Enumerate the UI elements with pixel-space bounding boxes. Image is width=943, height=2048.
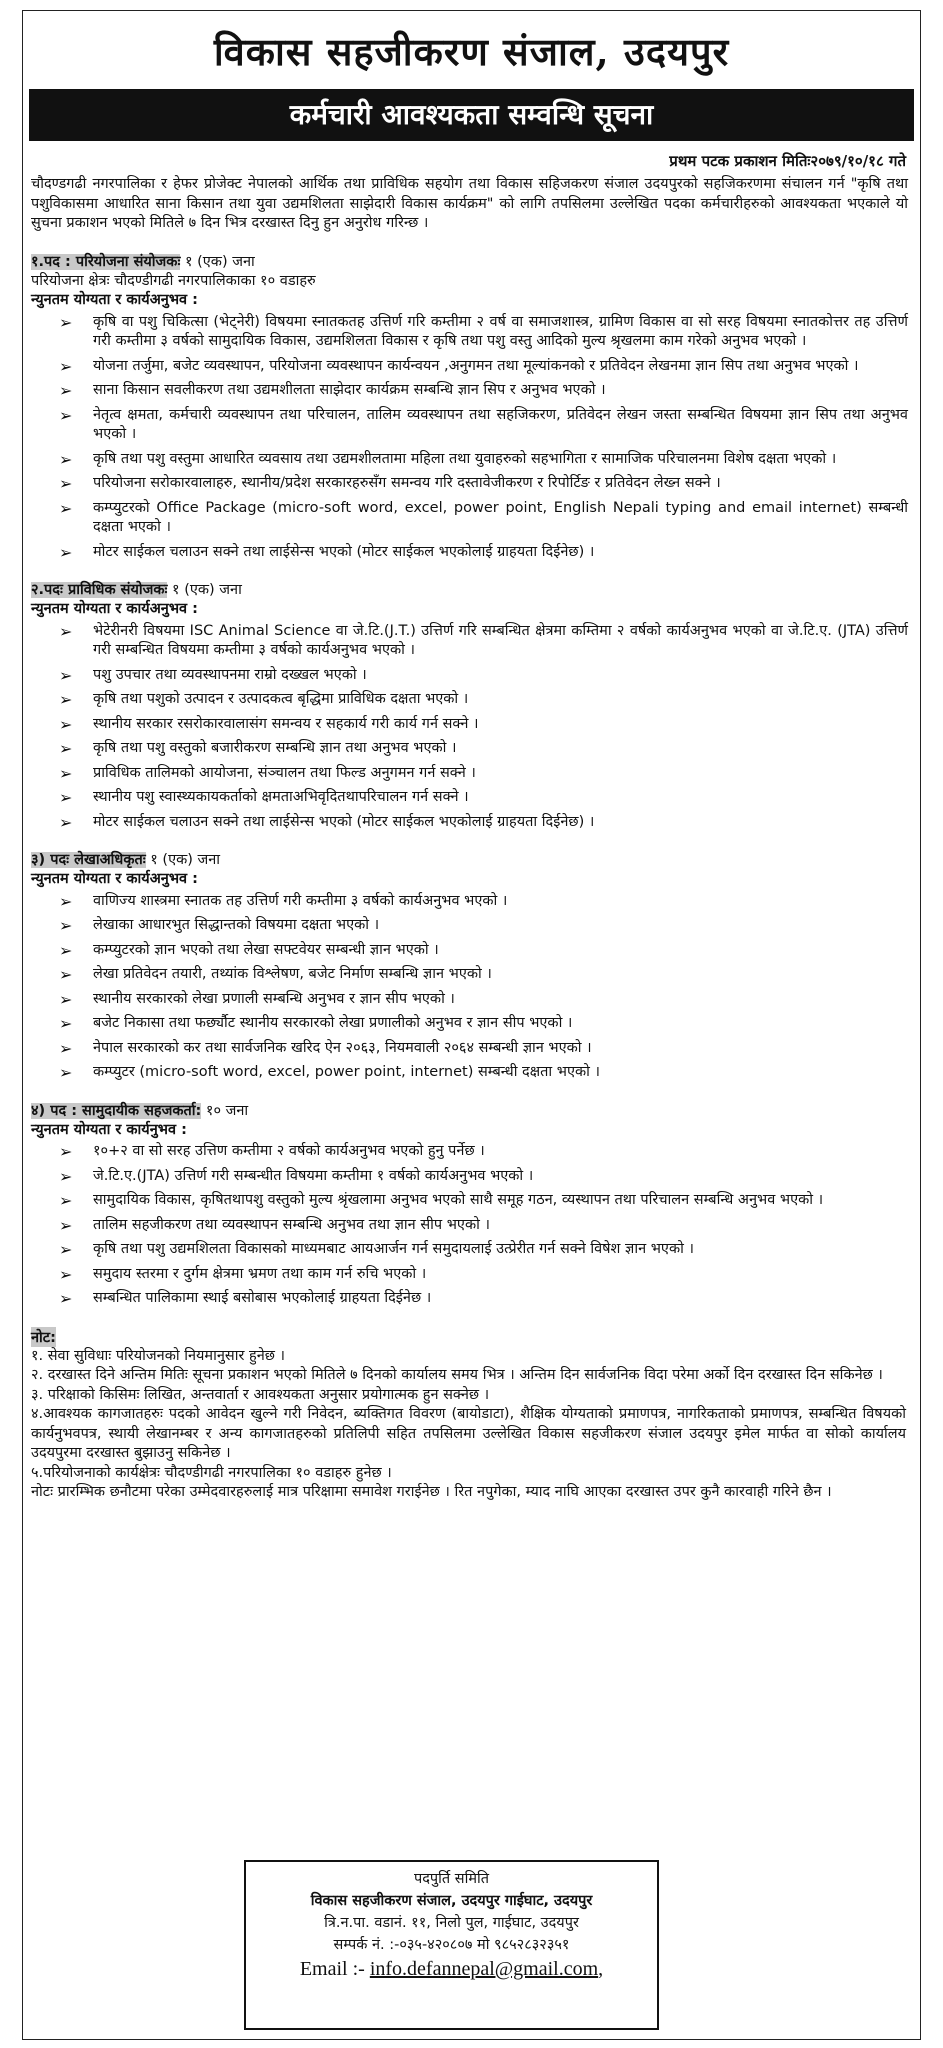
position-title: ३) पदः लेखाअधिकृतः xyxy=(31,852,146,868)
qualification-text: सम्बन्धित पालिकामा स्थाई बसोबास भएकोलाई ग्राहयता दिईनेछ । xyxy=(93,1290,432,1306)
arrow-bullet-icon: ➢ xyxy=(59,498,73,518)
arrow-bullet-icon: ➢ xyxy=(59,940,73,960)
position-count: १ (एक) जना xyxy=(145,852,221,868)
qualification-text: लेखा प्रतिवेदन तयारी, तथ्यांक विश्लेषण, बजेट निर्माण सम्बन्धि ज्ञान भएको । xyxy=(93,966,492,982)
qualification-text: समुदाय स्तरमा र दुर्गम क्षेत्रमा भ्रमण तथा काम गर्न रुचि भएको । xyxy=(93,1265,427,1282)
position-count: १ (एक) जना xyxy=(180,253,255,270)
qualification-item xyxy=(59,381,912,401)
qualification-text: मोटर साईकल चलाउन सक्ने तथा लाईसेन्स भएको (मोटर साईकल भएकोलाई ग्राहयता दिईनेछ) । xyxy=(93,543,595,560)
notes-title: नोट: xyxy=(31,1327,56,1347)
contact-address: त्रि.न.पा. वडानं. ११, निलो पुल, गाईघाट, उदयपुर xyxy=(324,1915,579,1931)
arrow-bullet-icon: ➢ xyxy=(59,1166,73,1186)
qualification-heading: न्युनतम योग्यता र कार्यअनुभव : xyxy=(31,292,198,308)
project-area: परियोजना क्षेत्रः चौदण्डीगढी नगरपालिकाका १० वडाहरु xyxy=(31,272,316,289)
committee-name: पदपुर्ति समिति xyxy=(413,1871,490,1887)
qualification-item xyxy=(59,690,912,710)
qualification-heading: न्युनतम योग्यता र कार्यनुभव : xyxy=(31,1121,187,1138)
qualification-list xyxy=(31,313,912,563)
qualification-item xyxy=(59,499,912,538)
qualification-item xyxy=(59,357,912,377)
qualification-text: सामुदायिक विकास, कृषितथापशु वस्तुको मुल्य श्रृंखलामा अनुभव भएको साथै समूह गठन, व्यस्थापन तथा परिचालन सम्बन्धि अनुभव भएको । xyxy=(93,1192,824,1208)
qualification-item xyxy=(59,406,912,445)
arrow-bullet-icon: ➢ xyxy=(59,665,73,685)
qualification-text: योजना तर्जुमा, बजेट व्यवस्थापन, परियोजना व्यवस्थापन कार्यन्वयन ,अनुगमन तथा मूल्यांकनको र प्रतिवेदन लेखनमा ज्ञान सिप तथा अनुभव भएको । xyxy=(93,357,859,374)
arrow-bullet-icon: ➢ xyxy=(59,621,73,641)
qualification-text: मोटर साईकल चलाउन सक्ने तथा लाईसेन्स भएको (मोटर साईकल भएकोलाई ग्राहयता दिईनेछ) । xyxy=(93,813,595,830)
contact-box xyxy=(244,1860,659,2030)
arrow-bullet-icon: ➢ xyxy=(59,916,73,935)
notice-banner: कर्मचारी आवश्यकता सम्वन्धि सूचना xyxy=(29,89,914,141)
qualification-text: नेपाल सरकारको कर तथा सार्वजनिक खरिद ऐन २०६३, नियमवाली २०६४ सम्बन्धी ज्ञान भएको । xyxy=(93,1039,592,1056)
arrow-bullet-icon: ➢ xyxy=(59,763,73,783)
qualification-list xyxy=(31,1142,912,1309)
position-count: १० जना xyxy=(201,1102,249,1119)
arrow-bullet-icon: ➢ xyxy=(59,891,73,911)
qualification-item xyxy=(59,474,912,494)
qualification-text: परियोजना सरोकारवालाहरु, स्थानीय/प्रदेश सरकारहरुसँग समन्वय गरि दस्तावेजीकरण र रिपोर्टिङ र प्रतिवेदन लेख्न सक्ने । xyxy=(93,475,721,491)
notes-section xyxy=(31,1327,912,1503)
arrow-bullet-icon: ➢ xyxy=(59,1264,73,1284)
qualification-item xyxy=(59,543,912,563)
arrow-bullet-icon: ➢ xyxy=(59,405,73,425)
qualification-item xyxy=(59,666,912,686)
arrow-bullet-icon: ➢ xyxy=(59,1014,73,1033)
arrow-bullet-icon: ➢ xyxy=(59,788,73,807)
position-heading xyxy=(31,252,912,272)
position-count: १ (एक) जना xyxy=(167,582,242,598)
qualification-text: कृषि तथा पशु वस्तुमा आधारित व्यवसाय तथा उद्यमशीलतामा महिला तथा युवाहरुको सहभागिता र सामाजिक परिचालनमा विशेष दक्षता भएको । xyxy=(93,450,837,467)
position-section xyxy=(31,252,912,563)
qualification-list xyxy=(31,622,912,833)
qualification-text: भेटेरीनरी विषयमा ISC Animal Science वा जे.टि.(J.T.) उत्तिर्ण गरि सम्बन्धित क्षेत्रमा कम्तिमा २ वर्षको कार्यअनुभव भएको वा जे.टि.ए. (JTA) उत्तिर्ण गरी सम्बन्धित विषयमा कम्तीमा ३ वर्षको कार्यअनुभव भएको । xyxy=(93,622,908,658)
qualification-item xyxy=(59,1142,912,1162)
email-label: Email :- xyxy=(299,1958,365,1980)
qualification-text: स्थानीय सरकारको लेखा प्रणाली सम्बन्धि अनुभव र ज्ञान सीप भएको । xyxy=(93,990,455,1007)
qualification-item xyxy=(59,1167,912,1187)
qualification-text: वाणिज्य शास्त्रमा स्नातक तह उत्तिर्ण गरी कम्तीमा ३ वर्षको कार्यअनुभव भएको । xyxy=(93,892,508,909)
qualification-heading: न्युनतम योग्यता र कार्यअनुभव : xyxy=(31,871,198,887)
qualification-text: स्थानीय सरकार रसरोकारवालासंग समन्वय र सहकार्य गरी कार्य गर्न सक्ने । xyxy=(93,715,479,732)
note-line: २. दरखास्त दिने अन्तिम मितिः सूचना प्रकाशन भएको मितिले ७ दिनको कार्यालय समय भित्र । अन्तिम दिन सार्वजनिक विदा परेमा अर्को दिन दरखास्त दिन सकिनेछ । xyxy=(31,1367,883,1383)
arrow-bullet-icon: ➢ xyxy=(59,1063,73,1082)
arrow-bullet-icon: ➢ xyxy=(59,1038,73,1058)
qualification-text: कृषि तथा पशुको उत्पादन र उत्पादकत्व बृद्धिमा प्राविधिक दक्षता भएको । xyxy=(93,691,469,707)
qualification-item xyxy=(59,813,912,833)
arrow-bullet-icon: ➢ xyxy=(59,1289,73,1308)
qualification-item xyxy=(59,1216,912,1236)
contact-email-row xyxy=(246,1958,657,1981)
contact-org: विकास सहजीकरण संजाल, उदयपुर गाईघाट, उदयपुर xyxy=(310,1893,593,1909)
arrow-bullet-icon: ➢ xyxy=(59,542,73,562)
position-section xyxy=(31,580,912,832)
notes-list xyxy=(31,1347,912,1503)
position-section xyxy=(31,1101,912,1309)
qualification-item xyxy=(59,739,912,759)
intro-paragraph: चौदण्डगढी नगरपालिका र हेफर प्रोजेक्ट नेपालको आर्थिक तथा प्राविधिक सहयोग तथा विकास सहिजकरण संजाल उदयपुरको सहजिकरणमा संचालन गर्न "कृषि तथा पशुविकासमा आधारित साना किसान तथा युवा उद्यमशिलता साझेदारी विकास कार्यक्रम" को लागि तपसिलमा उल्लेखित पदका कर्मचारीहरुको आवश्यकता भएकाले यो सुचना प्रकाशन भएको मितिले ७ दिन भित्र दरखास्त दिनु हुन अनुरोध गरिन्छ । xyxy=(31,176,908,231)
arrow-bullet-icon: ➢ xyxy=(59,965,73,984)
position-heading xyxy=(31,850,912,870)
qualification-item xyxy=(59,941,912,961)
qualification-text: प्राविधिक तालिमको आयोजना, संञ्चालन तथा फिल्ड अनुगमन गर्न सक्ने । xyxy=(93,764,476,781)
arrow-bullet-icon: ➢ xyxy=(59,381,73,400)
qualification-heading: न्युनतम योग्यता र कार्यअनुभव : xyxy=(31,601,198,617)
qualification-item xyxy=(59,313,912,352)
qualification-item xyxy=(59,1063,912,1083)
qualification-item xyxy=(59,990,912,1010)
arrow-bullet-icon: ➢ xyxy=(59,356,73,376)
org-title: विकास सहजीकरण संजाल, उदयपुर xyxy=(213,29,730,74)
qualification-item xyxy=(59,764,912,784)
qualification-text: कम्प्युटर (micro-soft word, excel, power point, internet) सम्बन्धी दक्षता भएको । xyxy=(93,1064,600,1080)
arrow-bullet-icon: ➢ xyxy=(59,989,73,1009)
contact-phone: सम्पर्क नं. :-०३५-४२०८०७ मो ९८५२८३२३५१ xyxy=(333,1937,570,1953)
position-heading xyxy=(31,1101,912,1121)
qualification-item xyxy=(59,450,912,470)
arrow-bullet-icon: ➢ xyxy=(59,449,73,469)
position-heading xyxy=(31,580,912,600)
position-title: २.पदः प्राविधिक संयोजकः xyxy=(31,582,168,598)
qualification-text: पशु उपचार तथा व्यवस्थापनमा राम्रो दख्खल भएको । xyxy=(93,666,367,683)
qualification-text: कृषि तथा पशु वस्तुको बजारीकरण सम्बन्धि ज्ञान तथा अनुभव भएको । xyxy=(93,740,457,756)
positions-container xyxy=(23,252,920,1309)
notice-page xyxy=(22,10,921,2040)
email-suffix: , xyxy=(598,1958,604,1980)
arrow-bullet-icon: ➢ xyxy=(59,1191,73,1210)
arrow-bullet-icon: ➢ xyxy=(59,714,73,734)
qualification-item xyxy=(59,1191,912,1211)
qualification-text: लेखाका आधारभुत सिद्धान्तको विषयमा दक्षता भएको । xyxy=(93,917,380,933)
arrow-bullet-icon: ➢ xyxy=(59,690,73,709)
note-line: १. सेवा सुविधाः परियोजनको नियमानुसार हुनेछ । xyxy=(31,1347,286,1364)
qualification-text: तालिम सहजीकरण तथा व्यवस्थापन सम्बन्धि अनुभव तथा ज्ञान सीप भएको । xyxy=(93,1216,490,1233)
note-line: ४.आवश्यक कागजातहरुः पदको आवेदन खुल्ने गरी निवेदन, ब्यक्तिगत विवरण (बायोडाटा), शैक्षिक योग्यताको प्रमाणपत्र, नागरिकताको प्रमाणपत्र, सम्बन्धित विषयको कार्यनुभवपत्र, स्थायी लेखानम्बर र अन्य कागजातहरुको प्रतिलिपी सहित तपसिलमा उल्लेखित विकास सहजीकरण संजाल उदयपुर इमेल मार्फत वा सोको कार्यालय उदयपुरमा दरखास्त बुझाउनु सकिनेछ । xyxy=(31,1406,906,1461)
arrow-bullet-icon: ➢ xyxy=(59,312,73,332)
qualification-item xyxy=(59,715,912,735)
qualification-text: कृषि वा पशु चिकित्सा (भेट्नेरी) विषयमा स्नातकतह उत्तिर्ण गरि कम्तीमा २ वर्ष वा समाजशास्त्र, ग्रामिण विकास वा सो सरह विषयमा स्नातकोत्तर तह उत्तिर्ण गरी कम्तीमा ३ वर्षको सामुदायिक विकास, उद्यमशिलता विकास र कृषि तथा पशु वस्तु आदिको मुल्य श्रृखलमा काम गरेको अनुभव भएको । xyxy=(93,313,908,349)
note-line: नोटः प्रारम्भिक छनौटमा परेका उम्मेदवारहरुलाई मात्र परिक्षामा समावेश गराईनेछ । रित नपुगेका, म्याद नाघि आएका दरखास्त उपर कुनै कारवाही गरिने छैन । xyxy=(31,1484,832,1500)
qualification-item xyxy=(59,1240,912,1260)
qualification-item xyxy=(59,916,912,936)
qualification-text: १०+२ वा सो सरह उत्तिण कम्तीमा २ वर्षको कार्यअनुभव भएको हुनु पर्नेछ । xyxy=(93,1143,485,1159)
qualification-text: कृषि तथा पशु उद्यमशिलता विकासको माध्यमबाट आयआर्जन गर्न समुदायलाई उत्प्रेरीत गर्न सक्ने विषेश ज्ञान भएको । xyxy=(93,1241,694,1257)
arrow-bullet-icon: ➢ xyxy=(59,474,73,493)
position-section xyxy=(31,850,912,1083)
qualification-item xyxy=(59,892,912,912)
qualification-list xyxy=(31,892,912,1083)
qualification-item xyxy=(59,965,912,985)
qualification-item xyxy=(59,1265,912,1285)
arrow-bullet-icon: ➢ xyxy=(59,1240,73,1259)
qualification-text: कम्प्युटरको Office Package (micro-soft word, excel, power point, English Nepali typing and email internet) सम्बन्धी दक्षता भएको । xyxy=(93,499,908,535)
qualification-text: नेतृत्व क्षमता, कर्मचारी व्यवस्थापन तथा परिचालन, तालिम व्यवस्थापन तथा सहजिकरण, प्रतिवेदन लेखन जस्ता सम्बन्धित विषयमा ज्ञान सिप तथा अनुभव भएको । xyxy=(93,406,908,442)
qualification-item xyxy=(59,788,912,808)
qualification-item xyxy=(59,1014,912,1034)
qualification-item xyxy=(59,1289,912,1309)
arrow-bullet-icon: ➢ xyxy=(59,1142,73,1161)
qualification-text: साना किसान सवलीकरण तथा उद्यमशीलता साझेदार कार्यक्रम सम्बन्धि ज्ञान सिप र अनुभव भएको । xyxy=(93,382,606,398)
qualification-item xyxy=(59,622,912,661)
qualification-text: स्थानीय पशु स्वास्थ्यकायकर्ताको क्षमताअभिवृदितथापरिचालन गर्न सक्ने । xyxy=(93,789,469,805)
arrow-bullet-icon: ➢ xyxy=(59,812,73,832)
email-link[interactable]: info.defannepal@gmail.com xyxy=(369,1958,599,1980)
position-title: १.पद : परियोजना संयोजकः xyxy=(31,253,181,270)
arrow-bullet-icon: ➢ xyxy=(59,1215,73,1235)
qualification-item xyxy=(59,1039,912,1059)
publication-date: प्रथम पटक प्रकाशन मितिः२०७९/१०/१८ गते xyxy=(669,152,906,170)
note-line: ३. परिक्षाको किसिमः लिखित, अन्तवार्ता र आवश्यकता अनुसार प्रयोगात्मक हुन सक्नेछ । xyxy=(31,1386,490,1403)
arrow-bullet-icon: ➢ xyxy=(59,739,73,758)
qualification-text: बजेट निकासा तथा फर्छ्यौट स्थानीय सरकारको लेखा प्रणालीको अनुभव र ज्ञान सीप भएको । xyxy=(93,1015,573,1031)
qualification-text: कम्प्युटरको ज्ञान भएको तथा लेखा सफ्टवेयर सम्बन्धी ज्ञान भएको । xyxy=(93,941,439,958)
note-line: ५.परियोजनाको कार्यक्षेत्रः चौदण्डीगढी नगरपालिका १० वडाहरु हुनेछ । xyxy=(31,1464,392,1481)
qualification-text: जे.टि.ए.(JTA) उत्तिर्ण गरी सम्बन्धीत विषयमा कम्तीमा १ वर्षको कार्यअनुभव भएको । xyxy=(93,1167,534,1184)
position-title: ४) पद : सामुदायीक सहजकर्ता: xyxy=(31,1102,202,1119)
